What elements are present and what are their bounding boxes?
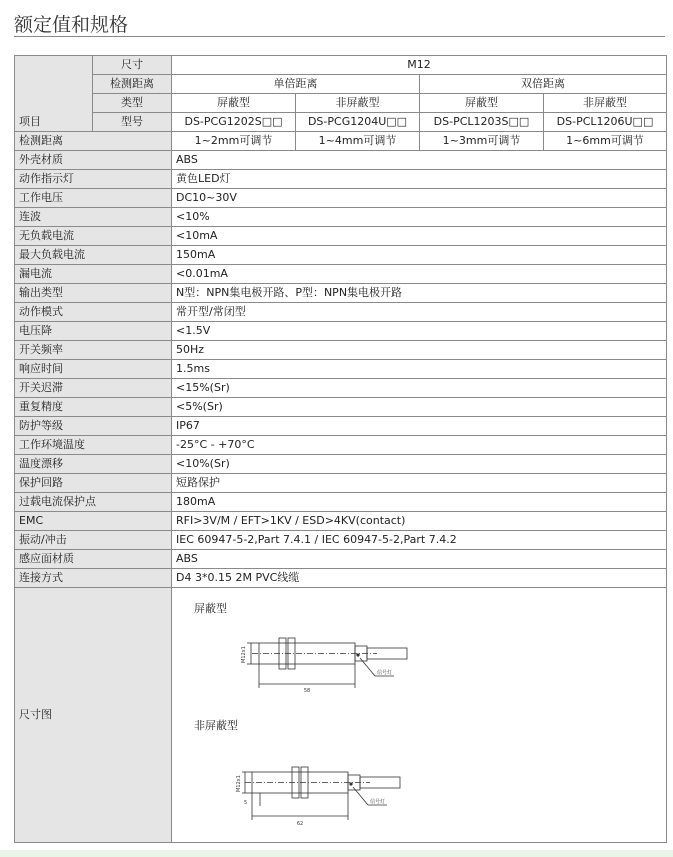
dimension-drawing-cell <box>172 588 667 843</box>
spec-row <box>15 227 667 246</box>
row-value: ABS <box>172 550 667 569</box>
row-label: 工作环境温度 <box>15 436 172 455</box>
spec-row <box>15 303 667 322</box>
spec-row <box>15 436 667 455</box>
row-label: 保护回路 <box>15 474 172 493</box>
detect-value: 1~3mm可调节 <box>420 132 544 151</box>
unshielded-dim-text: M12x1 <box>236 775 242 792</box>
row-label: 重复精度 <box>15 398 172 417</box>
spec-row <box>15 246 667 265</box>
single-distance: 单倍距离 <box>172 75 420 94</box>
shielded-led: 信号灯 <box>377 670 393 676</box>
spec-row <box>15 417 667 436</box>
row-value: 150mA <box>172 246 667 265</box>
row-value: 180mA <box>172 493 667 512</box>
model-cell: DS-PCL1206U□□ <box>544 113 667 132</box>
row-label: 动作指示灯 <box>15 170 172 189</box>
row-label: 温度漂移 <box>15 455 172 474</box>
row-value: ABS <box>172 151 667 170</box>
row-label: 检测距离 <box>15 132 172 151</box>
row-value: RFI>3V/M / EFT>1KV / ESD>4KV(contact) <box>172 512 667 531</box>
detect-value: 1~2mm可调节 <box>172 132 296 151</box>
item-label: 项目 <box>19 115 41 128</box>
row-value: IEC 60947-5-2,Part 7.4.1 / IEC 60947-5-2,Part 7.4.2 <box>172 531 667 550</box>
row-value: 50Hz <box>172 341 667 360</box>
distance-label: 检测距离 <box>93 75 172 94</box>
unshielded-sensor-drawing <box>172 734 648 843</box>
row-value: <10%(Sr) <box>172 455 667 474</box>
row-value: 短路保护 <box>172 474 667 493</box>
spec-row <box>15 360 667 379</box>
header-row-size <box>15 56 667 75</box>
row-label: 电压降 <box>15 322 172 341</box>
shielded-sensor-drawing <box>172 618 648 738</box>
row-label: 开关频率 <box>15 341 172 360</box>
row-label: EMC <box>15 512 172 531</box>
detect-value: 1~4mm可调节 <box>296 132 420 151</box>
type-cell: 屏蔽型 <box>420 94 544 113</box>
row-value: DC10~30V <box>172 189 667 208</box>
row-value: -25°C - +70°C <box>172 436 667 455</box>
spec-row <box>15 550 667 569</box>
row-value: <15%(Sr) <box>172 379 667 398</box>
row-value: <1.5V <box>172 322 667 341</box>
size-label: 尺寸 <box>93 56 172 75</box>
row-label: 响应时间 <box>15 360 172 379</box>
dimension-row <box>15 588 667 843</box>
row-label: 振动/冲击 <box>15 531 172 550</box>
unshielded-label: 非屏蔽型 <box>194 719 238 732</box>
shielded-dim-text: M12x1 <box>241 646 247 663</box>
model-cell: DS-PCL1203S□□ <box>420 113 544 132</box>
type-label: 类型 <box>93 94 172 113</box>
row-value: 常开型/常闭型 <box>172 303 667 322</box>
spec-row <box>15 455 667 474</box>
double-distance: 双倍距离 <box>420 75 667 94</box>
spec-row <box>15 512 667 531</box>
type-cell: 屏蔽型 <box>172 94 296 113</box>
row-value: <10mA <box>172 227 667 246</box>
model-cell: DS-PCG1204U□□ <box>296 113 420 132</box>
spec-row <box>15 284 667 303</box>
shielded-label: 屏蔽型 <box>194 602 227 615</box>
row-label: 过载电流保护点 <box>15 493 172 512</box>
bottom-band <box>0 850 673 857</box>
spec-row <box>15 322 667 341</box>
spec-row <box>15 531 667 550</box>
row-value: IP67 <box>172 417 667 436</box>
row-value: 1.5ms <box>172 360 667 379</box>
type-cell: 非屏蔽型 <box>544 94 667 113</box>
row-label: 工作电压 <box>15 189 172 208</box>
row-value: <0.01mA <box>172 265 667 284</box>
row-label: 连接方式 <box>15 569 172 588</box>
model-label: 型号 <box>93 113 172 132</box>
title-divider <box>14 36 665 37</box>
row-label: 漏电流 <box>15 265 172 284</box>
row-value: <10% <box>172 208 667 227</box>
spec-rows <box>15 151 667 588</box>
spec-row <box>15 474 667 493</box>
spec-row <box>15 189 667 208</box>
dimension-drawing <box>172 588 666 842</box>
header-row-distance <box>15 75 667 94</box>
row-label: 动作模式 <box>15 303 172 322</box>
page-title: 额定值和规格 <box>14 14 129 36</box>
size-value: M12 <box>172 56 667 75</box>
header-row-type <box>15 94 667 113</box>
item-header-cell <box>15 56 93 132</box>
row-label: 防护等级 <box>15 417 172 436</box>
type-cell: 非屏蔽型 <box>296 94 420 113</box>
row-label: 外壳材质 <box>15 151 172 170</box>
row-value: D4 3*0.15 2M PVC线缆 <box>172 569 667 588</box>
spec-table <box>14 55 667 843</box>
row-label: 连波 <box>15 208 172 227</box>
detect-value: 1~6mm可调节 <box>544 132 667 151</box>
row-label: 最大负载电流 <box>15 246 172 265</box>
shielded-length: 58 <box>303 688 311 694</box>
spec-row <box>15 265 667 284</box>
detect-distance-row <box>15 132 667 151</box>
row-label: 输出类型 <box>15 284 172 303</box>
row-label: 无负载电流 <box>15 227 172 246</box>
row-value: 黄色LED灯 <box>172 170 667 189</box>
spec-row <box>15 208 667 227</box>
spec-row <box>15 398 667 417</box>
spec-row <box>15 170 667 189</box>
unshielded-offset: 5 <box>244 800 248 806</box>
spec-row <box>15 151 667 170</box>
spec-row <box>15 569 667 588</box>
unshielded-length: 62 <box>296 821 304 827</box>
row-label: 尺寸图 <box>15 588 172 843</box>
row-value: N型：NPN集电极开路、P型：NPN集电极开路 <box>172 284 667 303</box>
spec-row <box>15 341 667 360</box>
header-row-model <box>15 113 667 132</box>
spec-row <box>15 379 667 398</box>
row-label: 感应面材质 <box>15 550 172 569</box>
spec-row <box>15 493 667 512</box>
row-value: <5%(Sr) <box>172 398 667 417</box>
model-cell: DS-PCG1202S□□ <box>172 113 296 132</box>
unshielded-led: 信号灯 <box>370 799 386 805</box>
row-label: 开关迟滞 <box>15 379 172 398</box>
